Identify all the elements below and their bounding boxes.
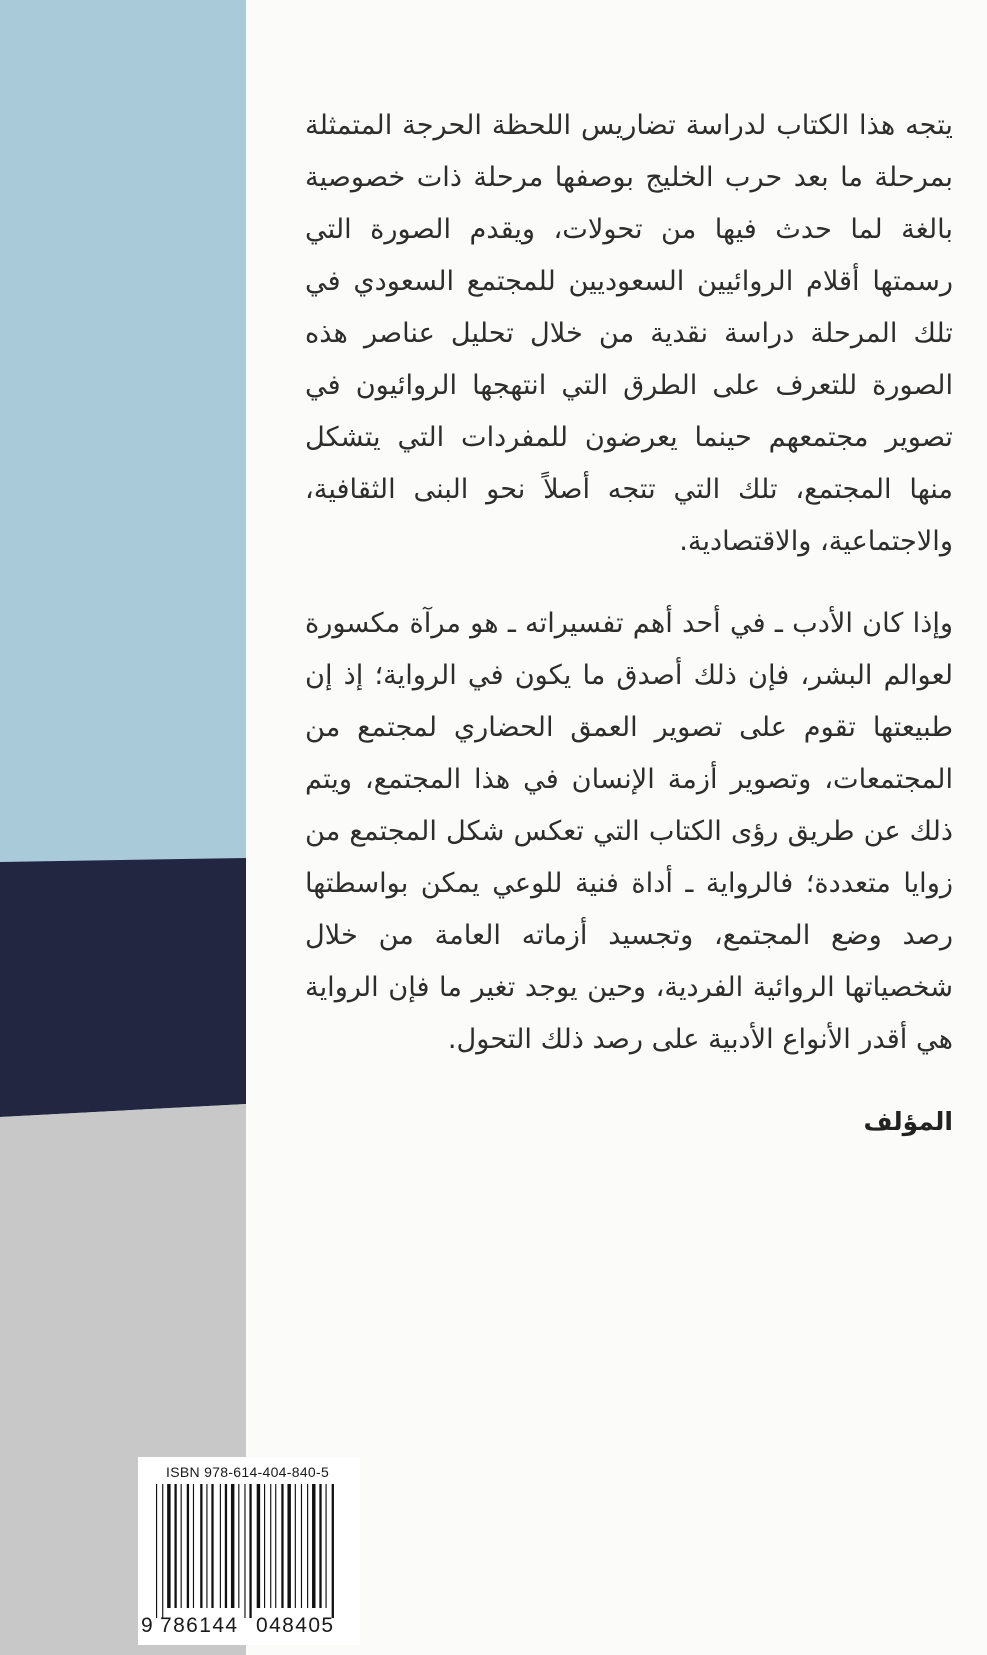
barcode-icon bbox=[138, 1484, 360, 1618]
blurb-text bbox=[305, 100, 953, 1148]
barcode-bar bbox=[326, 1484, 327, 1608]
barcode-bar bbox=[193, 1484, 194, 1608]
barcode-left-digits: 786144 bbox=[160, 1614, 239, 1637]
barcode-bar bbox=[287, 1484, 290, 1608]
isbn-number: ISBN 978-614-404-840-5 bbox=[166, 1464, 330, 1480]
blurb-paragraph-1: يتجه هذا الكتاب لدراسة تضاريس اللحظة الحرجة المتمثلة بمرحلة ما بعد حرب الخليج بوصفها مرحلة ذات خصوصية بالغة لما حدث فيها من تحولات، ويقدم الصورة التي رسمتها أقلام الروائيين السعوديين للمجتمع السعودي في تلك المرحلة دراسة نقدية من خلال تحليل عناصر هذه الصورة للتعرف على الطرق التي انتهجها الروائيون في تصوير مجتمعهم حينما يعرضون للمفردات التي يتشكل منها المجتمع، تلك التي تتجه أصلاً نحو البنى الثقافية، والاجتماعية، والاقتصادية. bbox=[305, 110, 953, 557]
barcode-bar bbox=[275, 1484, 276, 1608]
blurb-paragraph-2: وإذا كان الأدب ـ في أحد أهم تفسيراته ـ هو مرآة مكسورة لعوالم البشر، فإن ذلك أصدق ما يكون في الرواية؛ إذ إن طبيعتها تقوم على تصوير العمق الحضاري لمجتمع من المجتمعات، وتصوير أزمة الإنسان في هذا المجتمع، ويتم ذلك عن طريق رؤى الكتاب التي تعكس شكل المجتمع من زوايا متعددة؛ فالرواية ـ أداة فنية للوعي يمكن بواسطتها رصد وضع المجتمع، وتجسيد أزماته العامة من خلال شخصياتها الروائية الفردية، وحين يوجد تغير ما فإن الرواية هي أقدر الأنواع الأدبية على رصد ذلك التحول. bbox=[305, 608, 953, 1055]
barcode-bar bbox=[307, 1484, 308, 1608]
barcode-lead-digit: 9 bbox=[141, 1614, 153, 1637]
barcode-bar bbox=[281, 1484, 283, 1608]
barcode-bar bbox=[257, 1484, 260, 1608]
barcode-bar bbox=[225, 1484, 227, 1608]
barcode-bar bbox=[244, 1484, 245, 1618]
barcode-digits bbox=[138, 1614, 360, 1642]
author-signature: المؤلف bbox=[863, 1107, 953, 1136]
color-block-graphic bbox=[0, 0, 246, 1655]
barcode-bar bbox=[231, 1484, 234, 1608]
isbn-barcode-label bbox=[138, 1457, 360, 1645]
barcode-bar bbox=[319, 1484, 321, 1608]
barcode-bar bbox=[238, 1484, 239, 1608]
navy-band bbox=[0, 858, 246, 1117]
barcode-bar bbox=[211, 1484, 213, 1608]
barcode-bar bbox=[301, 1484, 302, 1608]
barcode-bar bbox=[249, 1484, 251, 1618]
barcode-bar bbox=[220, 1484, 221, 1608]
barcode-bar bbox=[156, 1484, 157, 1618]
barcode-bar bbox=[181, 1484, 182, 1608]
barcode-bar bbox=[270, 1484, 271, 1608]
barcode-bar bbox=[206, 1484, 207, 1608]
barcode-bar bbox=[187, 1484, 189, 1608]
color-block-panel bbox=[0, 0, 246, 1655]
barcode-bar bbox=[312, 1484, 315, 1608]
barcode-right-digits: 048405 bbox=[256, 1614, 335, 1637]
barcode-bar bbox=[295, 1484, 296, 1608]
barcode-bar bbox=[162, 1484, 163, 1618]
barcode-bar bbox=[174, 1484, 176, 1608]
barcode-bar bbox=[332, 1484, 334, 1618]
barcode-bar bbox=[264, 1484, 265, 1608]
barcode-bar bbox=[200, 1484, 202, 1608]
barcode-bar bbox=[167, 1484, 170, 1608]
